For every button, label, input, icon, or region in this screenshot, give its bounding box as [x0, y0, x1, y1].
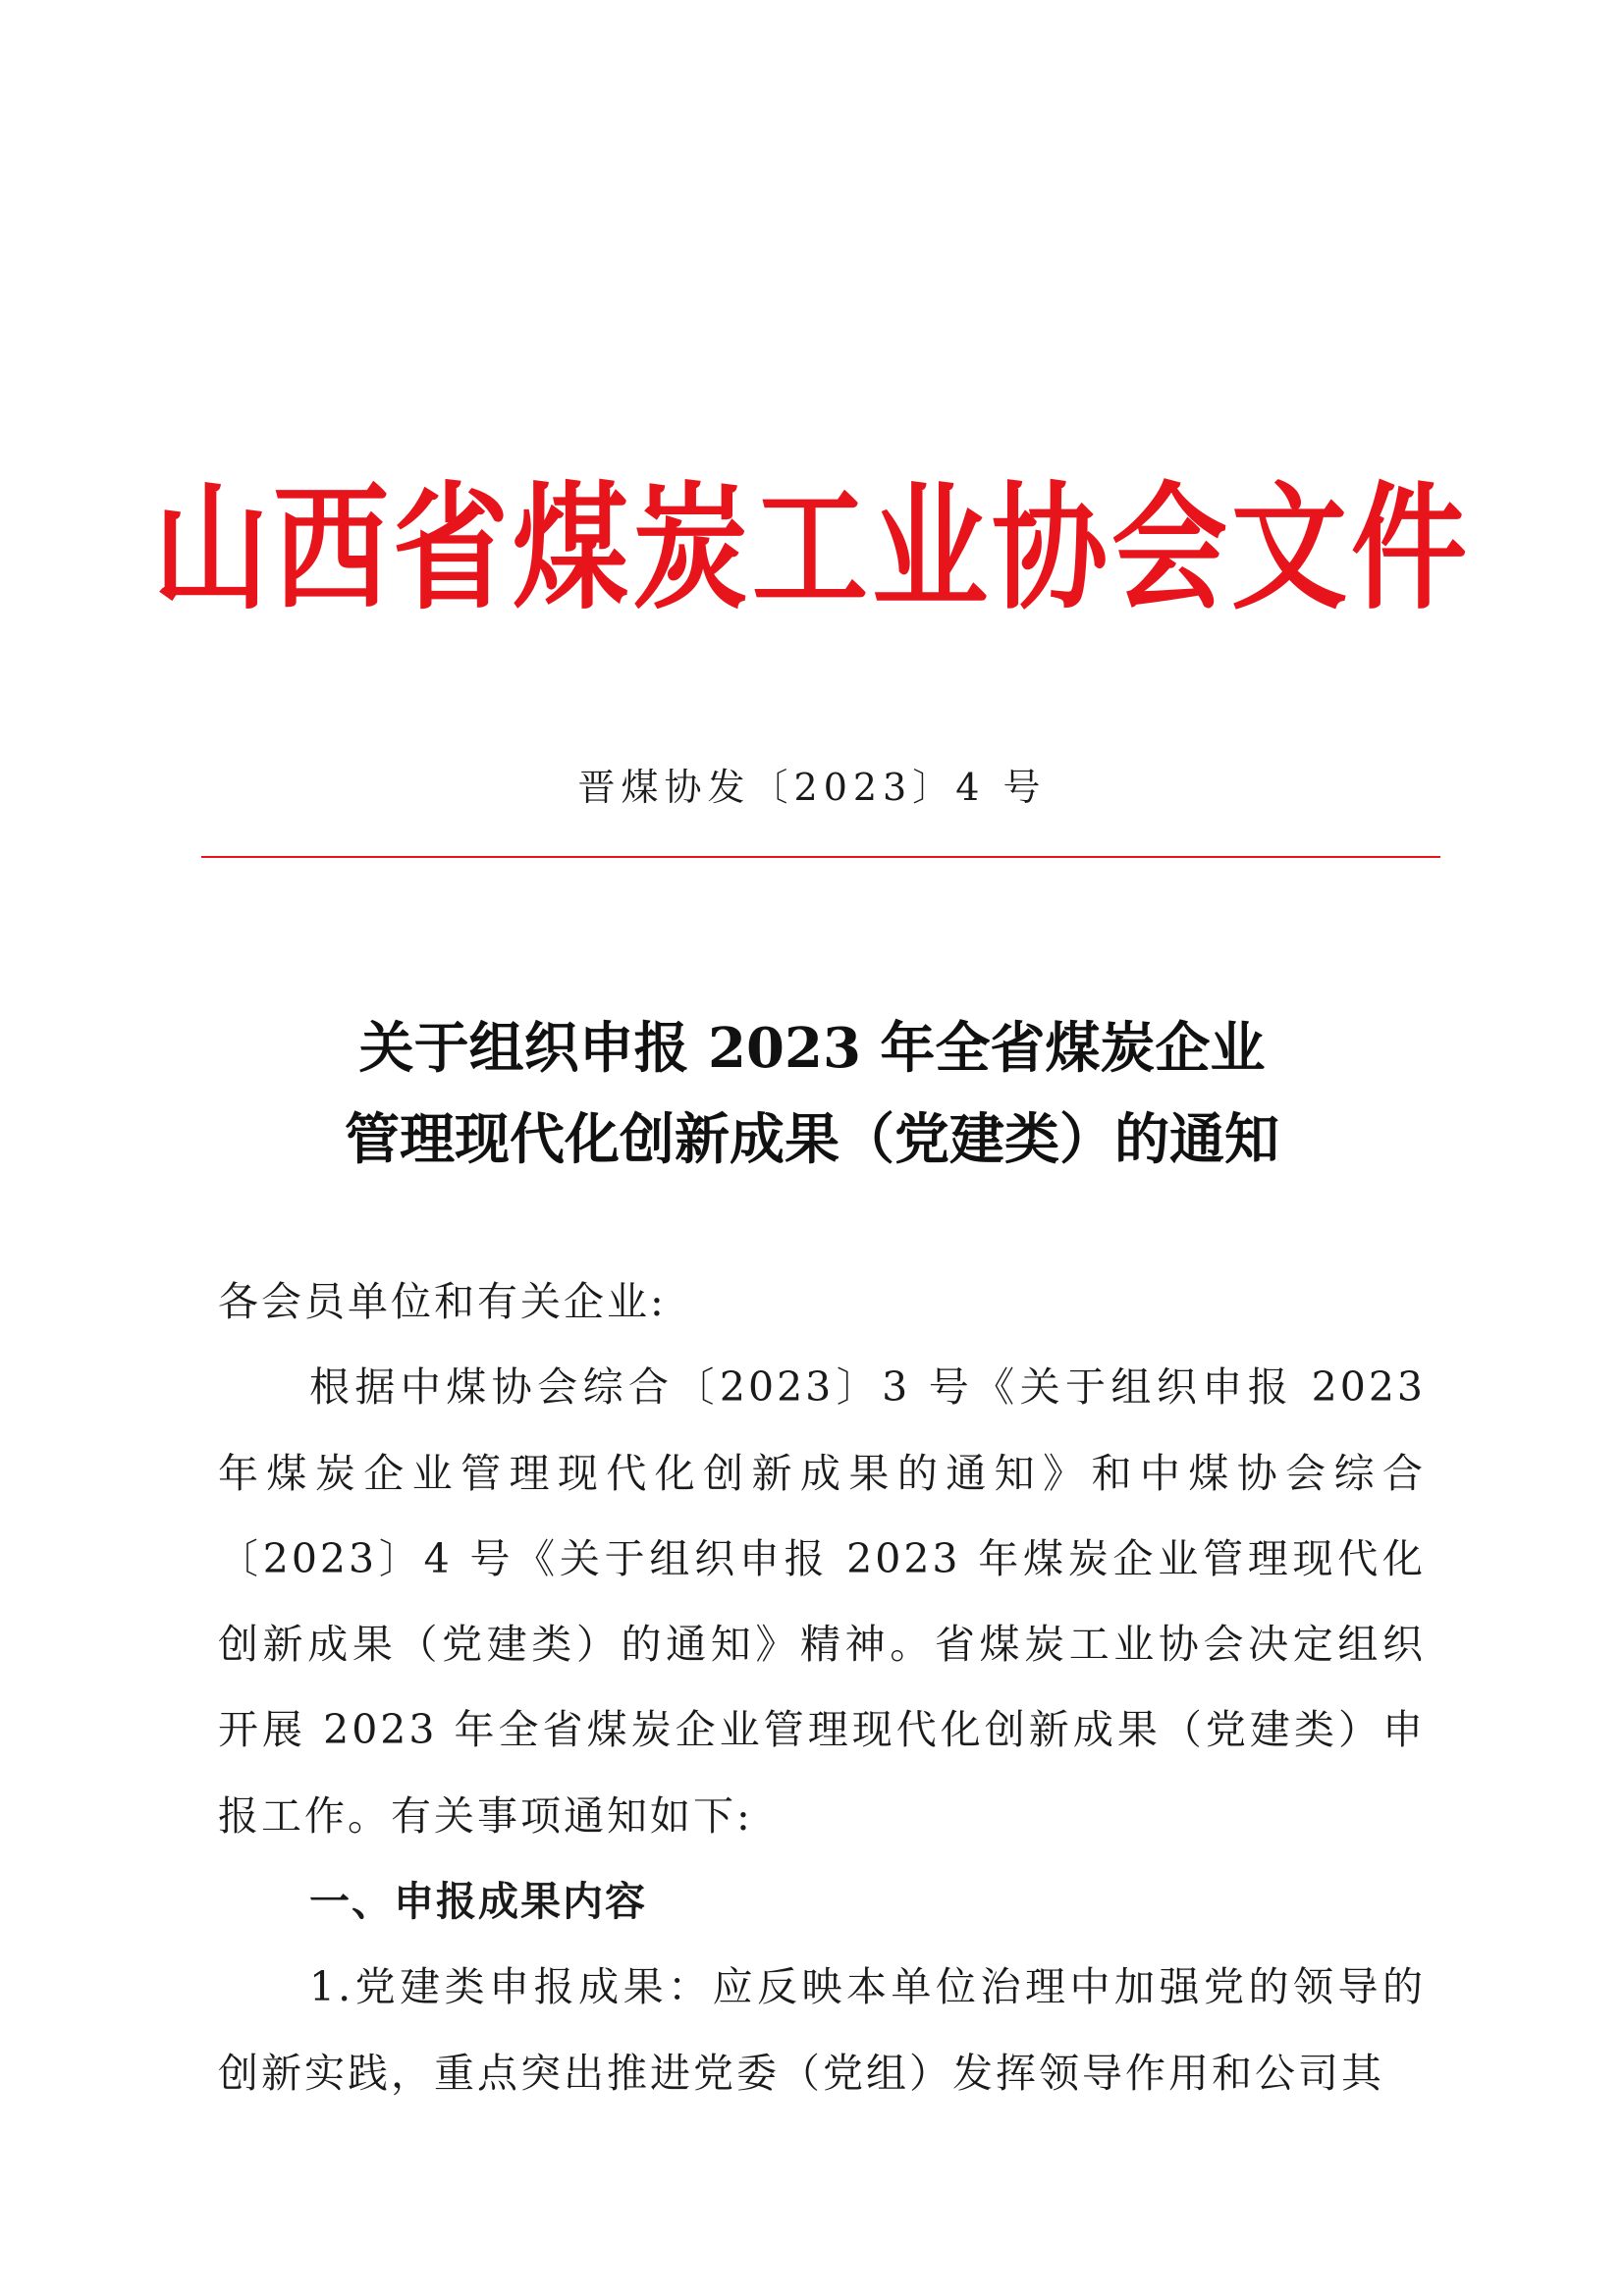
red-divider [201, 856, 1440, 858]
masthead-title: 山西省煤炭工业协会文件 [152, 466, 1471, 628]
item-1: 1.党建类申报成果：应反映本单位治理中加强党的领导的创新实践，重点突出推进党委（党组）发挥领导作用和公司其 [218, 1963, 1426, 2097]
document-title [0, 1003, 1624, 1186]
salutation: 各会员单位和有关企业: [218, 1278, 667, 1325]
document-number: 晋煤协发〔2023〕4 号 [577, 766, 1047, 809]
document-body [218, 1259, 1426, 2116]
section-heading-1: 一、申报成果内容 [309, 1878, 647, 1926]
title-line-1: 关于组织申报 2023 年全省煤炭企业 [358, 1016, 1266, 1081]
paragraph-1: 根据中煤协会综合〔2023〕3 号《关于组织申报 2023 年煤炭企业管理现代化创新成果的通知》和中煤协会综合〔2023〕4 号《关于组织申报 2023 年煤炭企业管理现代化创新成果（党建类）的通知》精神。省煤炭工业协会决定组织开展 2023 年全省煤炭企业管理现代化创新成果（党建类）申报工作。有关事项通知如下: [218, 1363, 1426, 1840]
title-line-2: 管理现代化创新成果（党建类）的通知 [345, 1107, 1279, 1172]
